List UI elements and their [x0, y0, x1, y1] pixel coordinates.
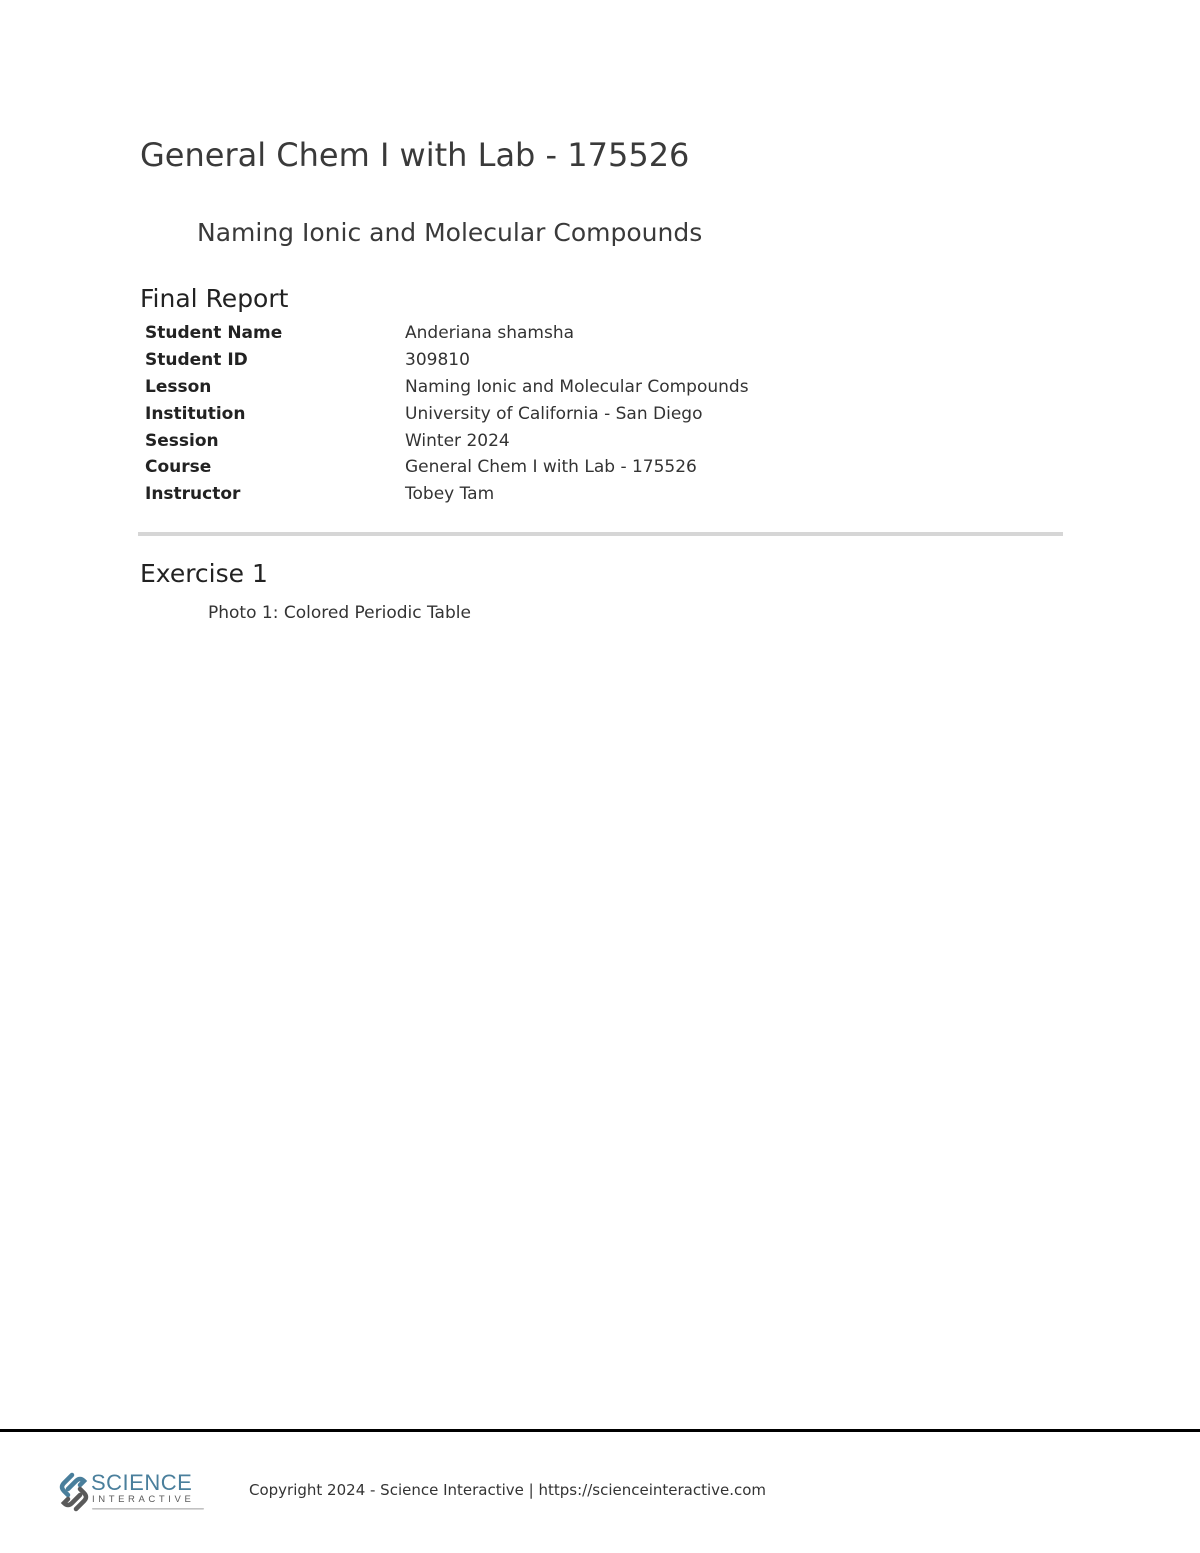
info-label: Lesson: [145, 376, 212, 397]
info-value: General Chem I with Lab - 175526: [405, 457, 697, 478]
info-label: Session: [145, 430, 219, 451]
footer-copyright: Copyright 2024 - Science Interactive | https://scienceinteractive.com: [249, 1481, 767, 1499]
logo-subword: INTERACTIVE: [92, 1494, 195, 1505]
exercise-heading: Exercise 1: [140, 559, 268, 588]
section-divider: [138, 532, 1063, 536]
info-row-session: [145, 427, 749, 454]
info-value: Tobey Tam: [405, 484, 495, 505]
info-row-course: [145, 454, 749, 481]
lesson-title: Naming Ionic and Molecular Compounds: [197, 218, 703, 247]
chain-link-icon: [62, 1475, 86, 1509]
student-info-table: [145, 320, 749, 508]
info-label: Student ID: [145, 350, 248, 371]
info-value: University of California - San Diego: [405, 403, 703, 424]
info-label: Institution: [145, 403, 246, 424]
info-row-institution: [145, 400, 749, 427]
info-value: Winter 2024: [405, 430, 510, 451]
info-row-student-name: [145, 320, 749, 347]
final-report-heading: Final Report: [140, 284, 289, 313]
science-interactive-logo: [58, 1468, 208, 1516]
info-row-student-id: [145, 347, 749, 374]
info-label: Student Name: [145, 323, 283, 344]
info-row-instructor: [145, 481, 749, 508]
info-label: Instructor: [145, 484, 241, 505]
logo-tagline-mark: [92, 1508, 204, 1510]
photo-caption: Photo 1: Colored Periodic Table: [208, 603, 471, 623]
info-row-lesson: [145, 374, 749, 401]
info-value: 309810: [405, 350, 470, 371]
footer-rule: [0, 1429, 1200, 1432]
page-title: General Chem I with Lab - 175526: [140, 136, 690, 174]
info-label: Course: [145, 457, 212, 478]
logo-word: SCIENCE: [91, 1470, 193, 1495]
info-value: Anderiana shamsha: [405, 323, 575, 344]
info-value: Naming Ionic and Molecular Compounds: [405, 376, 749, 397]
